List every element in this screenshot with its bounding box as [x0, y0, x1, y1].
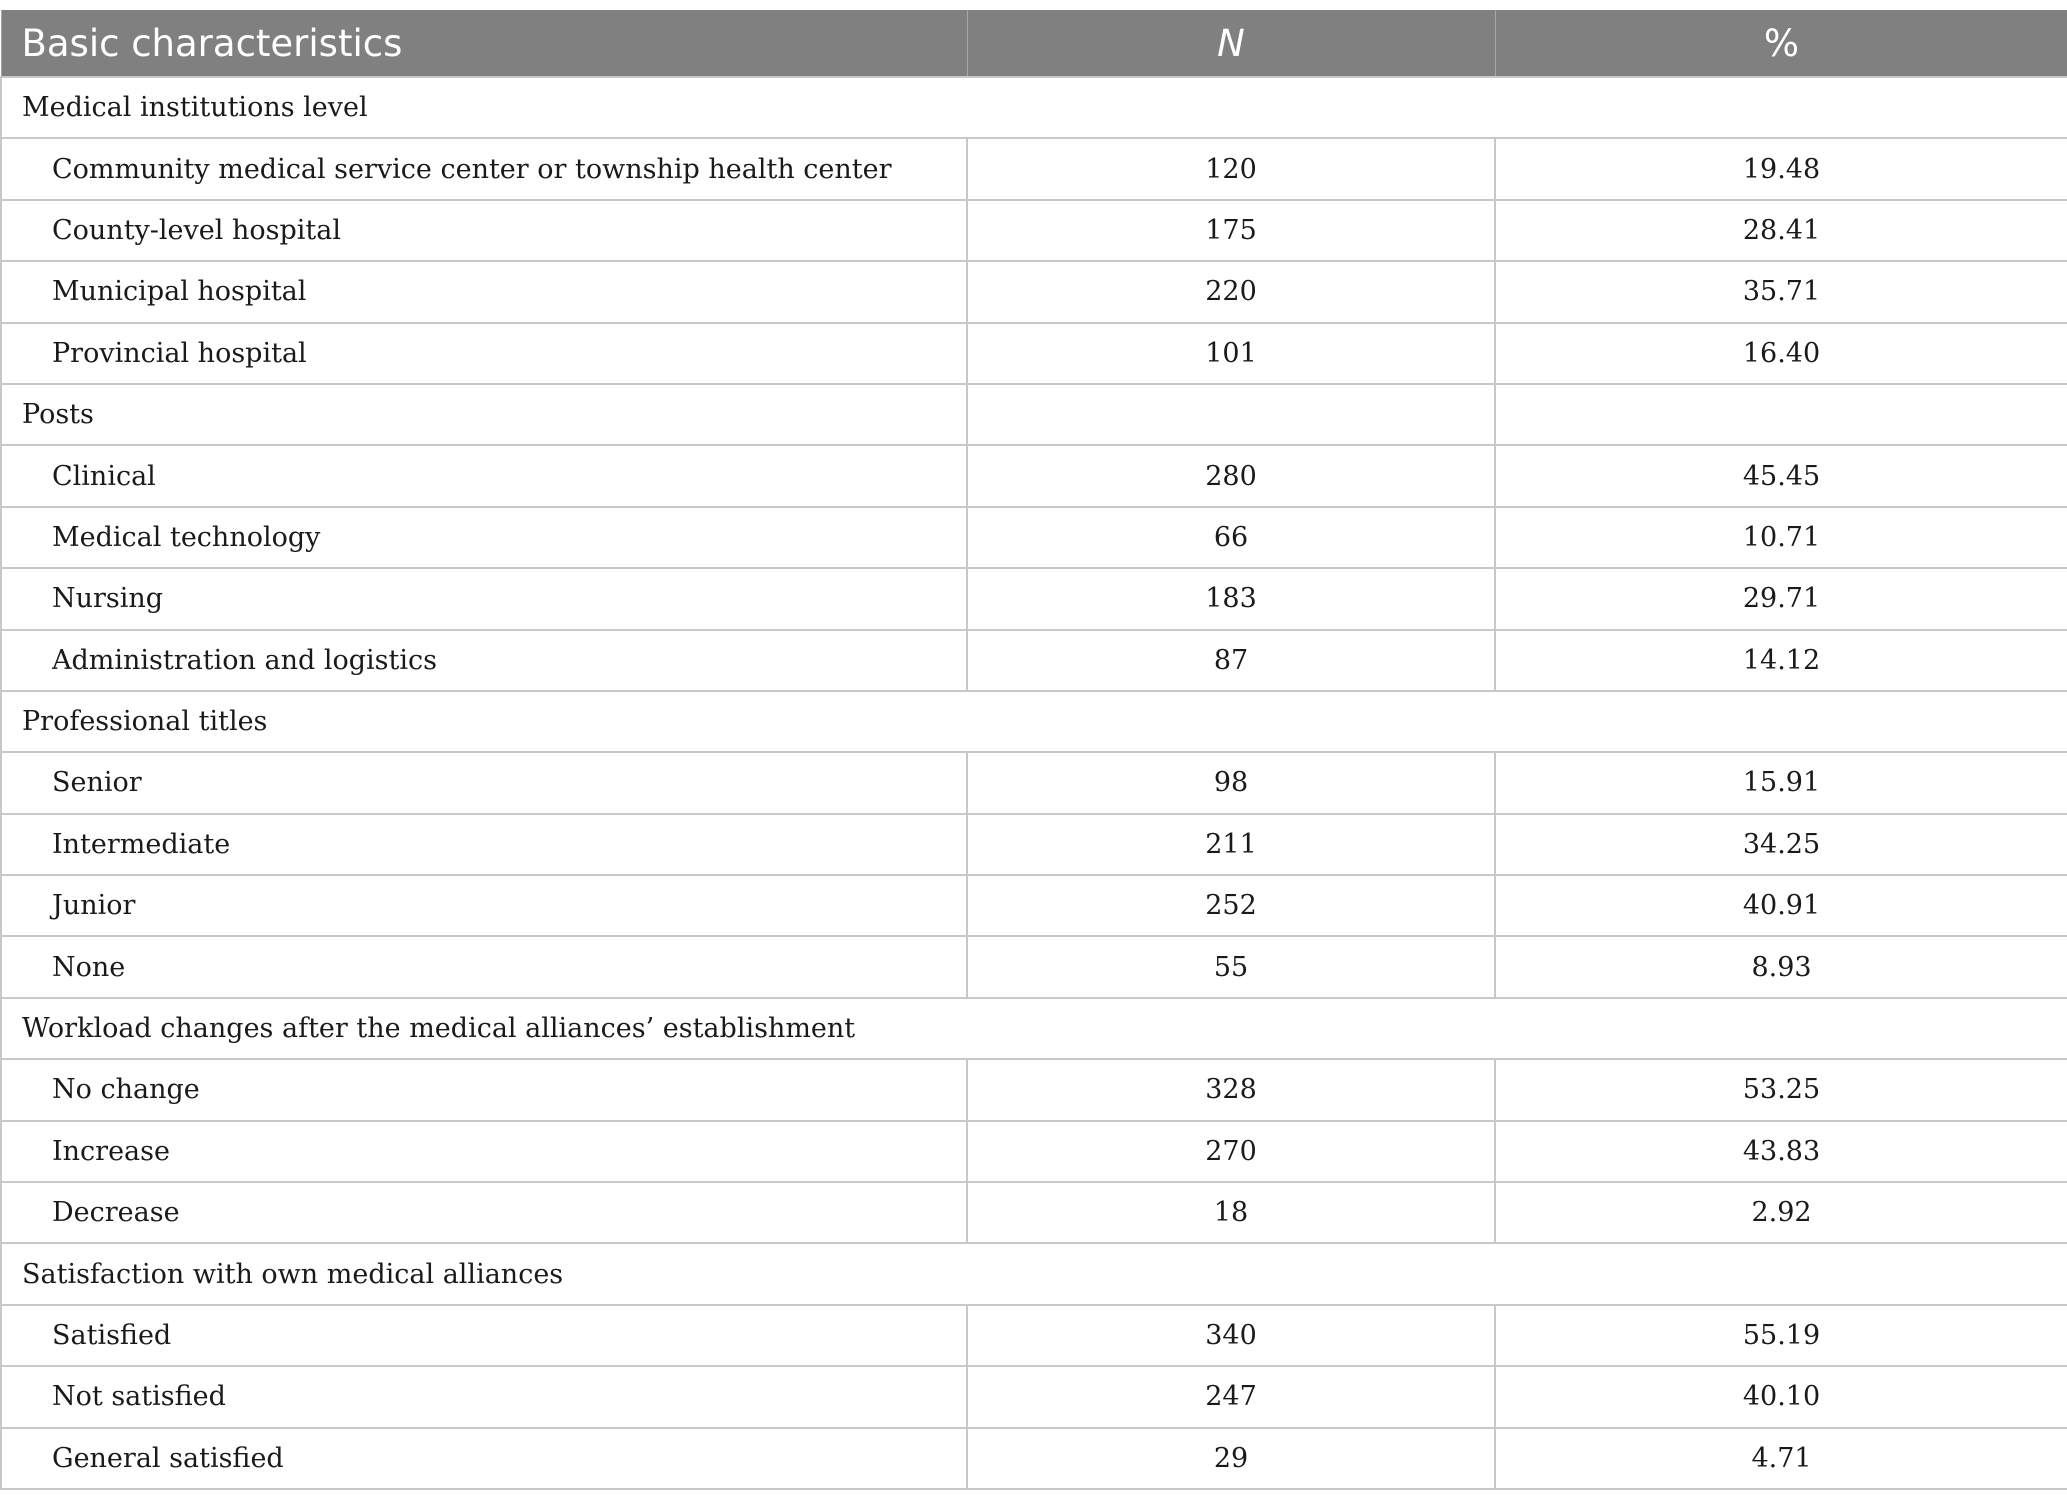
- table-row: [1, 568, 2067, 629]
- group-label: Satisfaction with own medical alliances: [1, 1243, 2067, 1304]
- header-n: N: [967, 10, 1495, 77]
- row-n-value: 98: [967, 752, 1495, 813]
- row-percent-value: 43.83: [1495, 1121, 2067, 1182]
- row-n-value: 183: [967, 568, 1495, 629]
- row-percent-value: 15.91: [1495, 752, 2067, 813]
- table-group-row: [1, 384, 2067, 445]
- row-percent-value: 8.93: [1495, 936, 2067, 997]
- table-row: [1, 1366, 2067, 1427]
- row-percent-value: 10.71: [1495, 507, 2067, 568]
- row-label: Medical technology: [1, 507, 967, 568]
- table-row: [1, 261, 2067, 322]
- header-basic-characteristics: Basic characteristics: [1, 10, 967, 77]
- row-label: Senior: [1, 752, 967, 813]
- row-n-value: 252: [967, 875, 1495, 936]
- row-label: Clinical: [1, 445, 967, 506]
- row-n-value: 220: [967, 261, 1495, 322]
- row-percent-value: 29.71: [1495, 568, 2067, 629]
- table-row: [1, 875, 2067, 936]
- row-percent-value: 40.91: [1495, 875, 2067, 936]
- group-label: Posts: [1, 384, 967, 445]
- row-label: County-level hospital: [1, 200, 967, 261]
- row-n-value: 101: [967, 323, 1495, 384]
- row-n-value: 29: [967, 1428, 1495, 1489]
- row-n-value: 18: [967, 1182, 1495, 1243]
- row-percent-value: 45.45: [1495, 445, 2067, 506]
- empty-cell: [1495, 384, 2067, 445]
- row-label: Junior: [1, 875, 967, 936]
- row-label: Satisfied: [1, 1305, 967, 1366]
- table-row: [1, 200, 2067, 261]
- table-row: [1, 814, 2067, 875]
- group-label: Workload changes after the medical alliances’ establishment: [1, 998, 2067, 1059]
- row-n-value: 55: [967, 936, 1495, 997]
- row-label: Provincial hospital: [1, 323, 967, 384]
- row-label: Community medical service center or township health center: [1, 138, 967, 199]
- table-row: [1, 507, 2067, 568]
- row-percent-value: 40.10: [1495, 1366, 2067, 1427]
- table-row: [1, 323, 2067, 384]
- characteristics-table-container: [0, 10, 2067, 1490]
- table-row: [1, 1121, 2067, 1182]
- row-label: None: [1, 936, 967, 997]
- table-group-row: [1, 998, 2067, 1059]
- table-row: [1, 138, 2067, 199]
- row-n-value: 87: [967, 630, 1495, 691]
- row-percent-value: 34.25: [1495, 814, 2067, 875]
- table-group-row: [1, 691, 2067, 752]
- header-row: [1, 10, 2067, 77]
- table-body: [1, 77, 2067, 1489]
- table-row: [1, 936, 2067, 997]
- row-n-value: 270: [967, 1121, 1495, 1182]
- row-percent-value: 53.25: [1495, 1059, 2067, 1120]
- table-group-row: [1, 1243, 2067, 1304]
- table-row: [1, 445, 2067, 506]
- row-percent-value: 14.12: [1495, 630, 2067, 691]
- row-n-value: 280: [967, 445, 1495, 506]
- row-percent-value: 16.40: [1495, 323, 2067, 384]
- table-row: [1, 1305, 2067, 1366]
- header-percent: %: [1495, 10, 2067, 77]
- row-label: Administration and logistics: [1, 630, 967, 691]
- row-n-value: 211: [967, 814, 1495, 875]
- row-label: Intermediate: [1, 814, 967, 875]
- characteristics-table: [0, 10, 2067, 1490]
- table-group-row: [1, 77, 2067, 138]
- row-label: Not satisfied: [1, 1366, 967, 1427]
- row-percent-value: 55.19: [1495, 1305, 2067, 1366]
- group-label: Medical institutions level: [1, 77, 2067, 138]
- table-row: [1, 752, 2067, 813]
- row-n-value: 328: [967, 1059, 1495, 1120]
- row-label: General satisfied: [1, 1428, 967, 1489]
- row-percent-value: 4.71: [1495, 1428, 2067, 1489]
- row-n-value: 175: [967, 200, 1495, 261]
- table-row: [1, 1428, 2067, 1489]
- row-percent-value: 28.41: [1495, 200, 2067, 261]
- row-n-value: 247: [967, 1366, 1495, 1427]
- row-n-value: 340: [967, 1305, 1495, 1366]
- table-row: [1, 630, 2067, 691]
- table-row: [1, 1182, 2067, 1243]
- row-label: Municipal hospital: [1, 261, 967, 322]
- row-label: Nursing: [1, 568, 967, 629]
- row-label: No change: [1, 1059, 967, 1120]
- row-label: Increase: [1, 1121, 967, 1182]
- row-percent-value: 35.71: [1495, 261, 2067, 322]
- row-percent-value: 19.48: [1495, 138, 2067, 199]
- group-label: Professional titles: [1, 691, 2067, 752]
- row-n-value: 66: [967, 507, 1495, 568]
- row-label: Decrease: [1, 1182, 967, 1243]
- row-n-value: 120: [967, 138, 1495, 199]
- table-header: [1, 10, 2067, 77]
- table-row: [1, 1059, 2067, 1120]
- empty-cell: [967, 384, 1495, 445]
- row-percent-value: 2.92: [1495, 1182, 2067, 1243]
